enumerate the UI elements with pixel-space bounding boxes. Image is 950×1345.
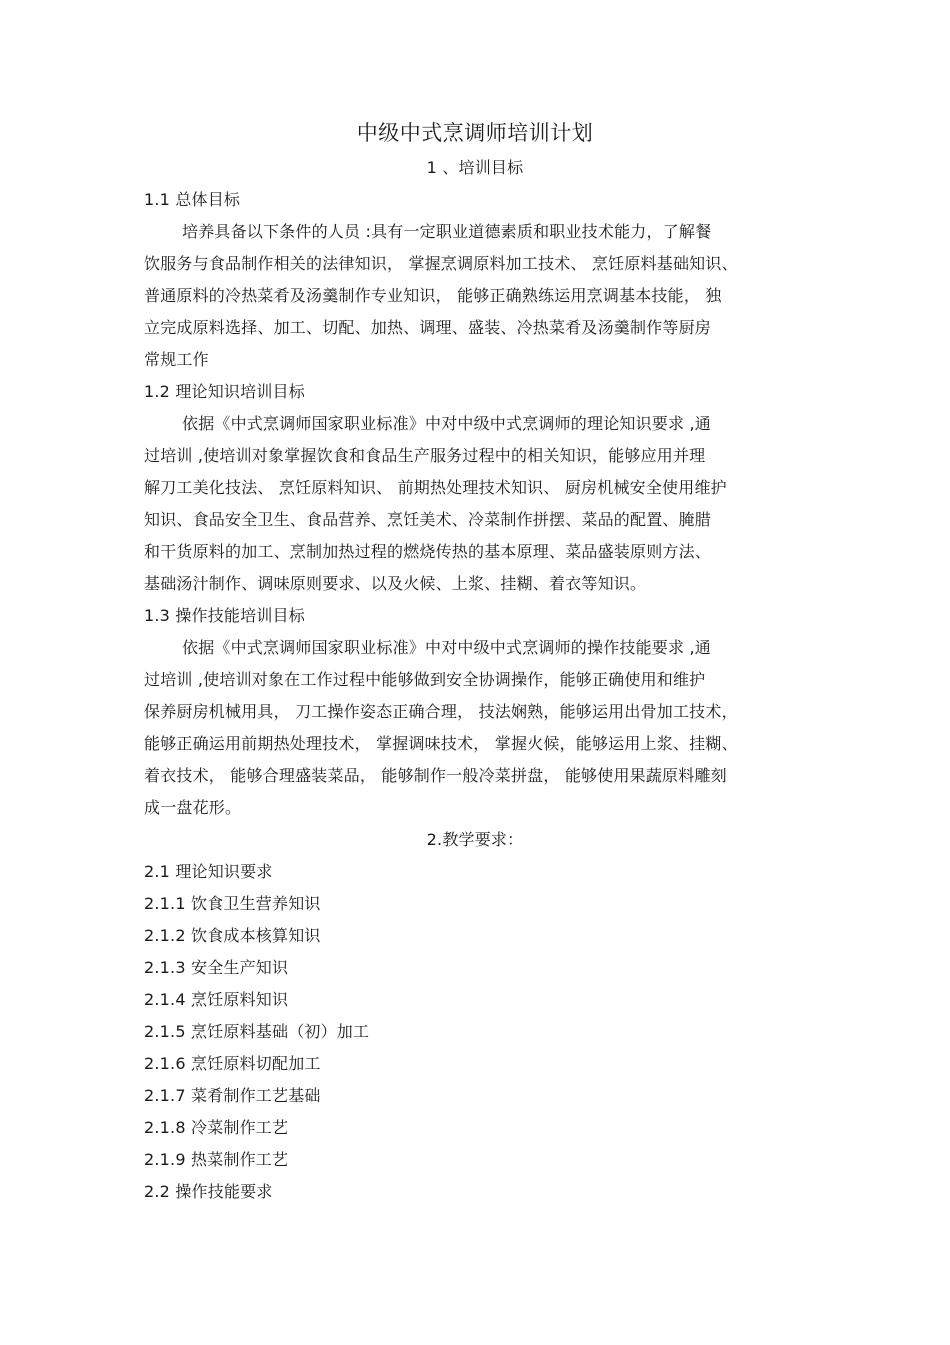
list-item: 2.1.2 饮食成本核算知识 [144,926,321,945]
paragraph-line: 和干货原料的加工、烹制加热过程的燃烧传热的基本原理、菜品盛装原则方法、 [144,542,712,561]
section-2-2-heading: 2.2 操作技能要求 [144,1182,273,1201]
paragraph-line: 常规工作 [144,350,209,369]
section-1-3-heading: 1.3 操作技能培训目标 [144,606,305,625]
list-item: 2.1.1 饮食卫生营养知识 [144,894,321,913]
list-item: 2.1.4 烹饪原料知识 [144,990,289,1009]
section-1-1-heading: 1.1 总体目标 [144,190,241,209]
paragraph-line: 依据《中式烹调师国家职业标准》中对中级中式烹调师的操作技能要求 ,通 [182,638,711,657]
paragraph-line: 能够正确运用前期热处理技术， 掌握调味技术， 掌握火候，能够运用上浆、挂糊、 [144,734,738,753]
paragraph-line: 立完成原料选择、加工、切配、加热、调理、盛装、冷热菜肴及汤羹制作等厨房 [144,318,712,337]
paragraph-line: 着衣技术， 能够合理盛装菜品， 能够制作一般冷菜拼盘， 能够使用果蔬原料雕刻 [144,766,727,785]
paragraph-line: 普通原料的冷热菜肴及汤羹制作专业知识， 能够正确熟练运用烹调基本技能， 独 [144,286,722,305]
section-2-1-heading: 2.1 理论知识要求 [144,862,273,881]
section-2-heading: 2.教学要求： [426,830,524,849]
section-1-heading: 1 、培训目标 [426,158,524,177]
list-item: 2.1.5 烹饪原料基础（初）加工 [144,1022,370,1041]
section-1-2-heading: 1.2 理论知识培训目标 [144,382,305,401]
list-item: 2.1.8 冷菜制作工艺 [144,1118,289,1137]
paragraph-line: 培养具备以下条件的人员 :具有一定职业道德素质和职业技术能力，了解餐 [182,222,712,241]
list-item: 2.1.6 烹饪原料切配加工 [144,1054,321,1073]
paragraph-line: 成一盘花形。 [144,798,242,817]
paragraph-line: 过培训 ,使培训对象在工作过程中能够做到安全协调操作，能够正确使用和维护 [144,670,706,689]
paragraph-line: 基础汤汁制作、调味原则要求、以及火候、上浆、挂糊、着衣等知识。 [144,574,647,593]
list-item: 2.1.7 菜肴制作工艺基础 [144,1086,321,1105]
paragraph-line: 过培训 ,使培训对象掌握饮食和食品生产服务过程中的相关知识，能够应用并理 [144,446,706,465]
paragraph-line: 知识、食品安全卫生、食品营养、烹饪美术、冷菜制作拼摆、菜品的配置、腌腊 [144,510,712,529]
list-item: 2.1.3 安全生产知识 [144,958,289,977]
paragraph-line: 依据《中式烹调师国家职业标准》中对中级中式烹调师的理论知识要求 ,通 [182,414,711,433]
list-item: 2.1.9 热菜制作工艺 [144,1150,289,1169]
paragraph-line: 解刀工美化技法、 烹饪原料知识、 前期热处理技术知识、 厨房机械安全使用维护 [144,478,727,497]
paragraph-line: 饮服务与食品制作相关的法律知识， 掌握烹调原料加工技术、 烹饪原料基础知识、 [144,254,738,273]
paragraph-line: 保养厨房机械用具， 刀工操作姿态正确合理， 技法娴熟，能够运用出骨加工技术， [144,702,738,721]
document-title: 中级中式烹调师培训计划 [356,121,594,145]
